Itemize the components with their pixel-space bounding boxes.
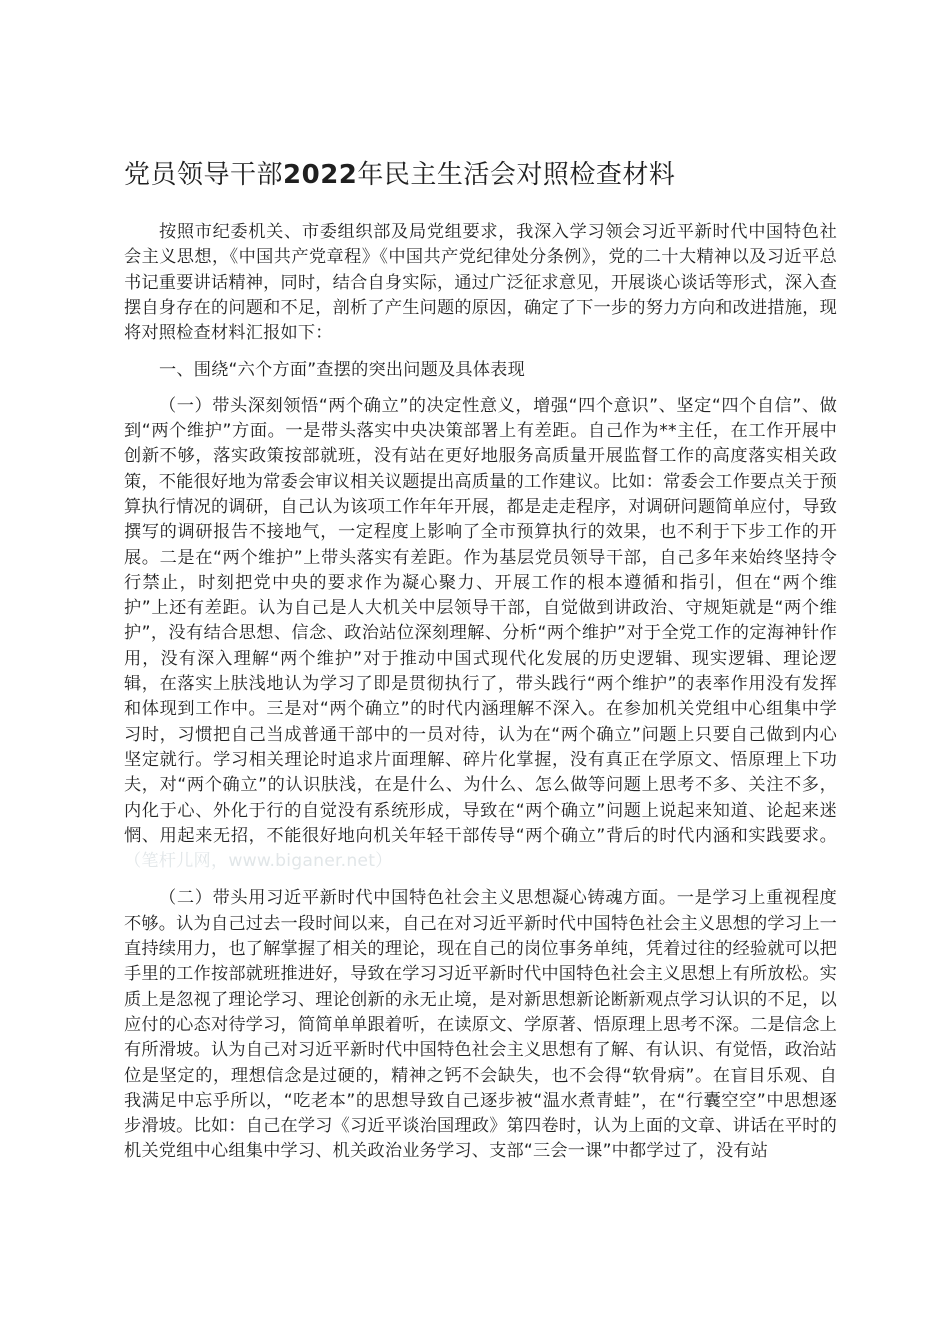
section-paragraph-1-text: （一）带头深刻领悟“两个确立”的决定性意义，增强“四个意识”、坚定“四个自信”、做到“两个维护”方面。一是带头落实中央决策部署上有差距。自己作为**主任，在工作开展中创新不够，落实政策按部就班，没有站在更好地服务高质量开展监督工作的高度落实相关政策，不能很好地为常委会审议相关议题提出高质量的工作建议。比如：常委会工作要点关于预算执行情况的调研，自己认为该项工作年年开展，都是走走程序，对调研问题简单应付，导致撰写的调研报告不接地气，一定程度上影响了全市预算执行的效果，也不利于下步工作的开展。二是在“两个维护”上带头落实有差距。作为基层党员领导干部，自己多年来始终坚持令行禁止，时刻把党中央的要求作为凝心聚力、开展工作的根本遵循和指引，但在“两个维护”上还有差距。认为自己是人大机关中层领导干部，自觉做到讲政治、守规矩就是“两个维护”，没有结合思想、信念、政治站位深刻理解、分析“两个维护”对于全党工作的定海神针作用，没有深入理解“两个维护”对于推动中国式现代化发展的历史逻辑、现实逻辑、理论逻辑，在落实上肤浅地认为学习了即是贯彻执行了，带头践行“两个维护”的表率作用没有发挥和体现到工作中。三是对“两个确立”的时代内涵理解不深入。在参加机关党组中心组集中学习时，习惯把自己当成普通干部中的一员对待，认为在“两个确立”问题上只要自己做到内心坚定就行。学习相关理论时追求片面理解、碎片化掌握，没有真正在学原文、悟原理上下功夫，对“两个确立”的认识肤浅，在是什么、为什么、怎么做等问题上思考不多、关注不多，内化于心、外化于行的自觉没有系统形成，导致在“两个确立”问题上说起来知道、论起来迷惘、用起来无招，不能很好地向机关年轻干部传导“两个确立”背后的时代内涵和实践要求。	[124, 395, 837, 846]
intro-paragraph: 按照市纪委机关、市委组织部及局党组要求，我深入学习领会习近平新时代中国特色社会主义思想，《中国共产党章程》《中国共产党纪律处分条例》，党的二十大精神以及习近平总书记重要讲话精神，同时，结合自身实际，通过广泛征求意见，开展谈心谈话等形式，深入查摆自身存在的问题和不足，剖析了产生问题的原因，确定了下一步的努力方向和改进措施，现将对照检查材料汇报如下：	[124, 222, 837, 344]
title-suffix: 年民主生活会对照检查材料	[357, 160, 676, 190]
section-paragraph-2: （二）带头用习近平新时代中国特色社会主义思想凝心铸魂方面。一是学习上重视程度不够。认为自己过去一段时间以来，自己在对习近平新时代中国特色社会主义思想的学习上一直持续用力，也了解掌握了相关的理论，现在自己的岗位事务单纯，凭着过往的经验就可以把手里的工作按部就班推进好，导致在学习习近平新时代中国特色社会主义思想上有所放松。实质上是忽视了理论学习、理论创新的永无止境，是对新思想新论断新观点学习认识的不足，以应付的心态对待学习，简简单单跟着听，在读原文、学原著、悟原理上思考不深。二是信念上有所滑坡。认为自己对习近平新时代中国特色社会主义思想有了解、有认识、有觉悟，政治站位是坚定的，理想信念是过硬的，精神之钙不会缺失，也不会得“软骨病”。在盲目乐观、自我满足中忘乎所以，“吃老本”的思想导致自己逐步被“温水煮青蛙”，在“行囊空空”中思想逐步滑坡。比如：自己在学习《习近平谈治国理政》第四卷时，认为上面的文章、讲话在平时的机关党组中心组集中学习、机关政治业务学习、支部“三会一课”中都学过了，没有站	[124, 888, 837, 1162]
title-year: 2022	[283, 160, 358, 190]
title-prefix: 党员领导干部	[124, 160, 284, 190]
document-title	[124, 150, 837, 200]
source-watermark: （笔杆儿网，www.biganer.net）	[124, 851, 393, 872]
section-heading-1: 一、围绕“六个方面”查摆的突出问题及具体表现	[159, 360, 525, 381]
section-paragraph-1	[124, 394, 837, 875]
